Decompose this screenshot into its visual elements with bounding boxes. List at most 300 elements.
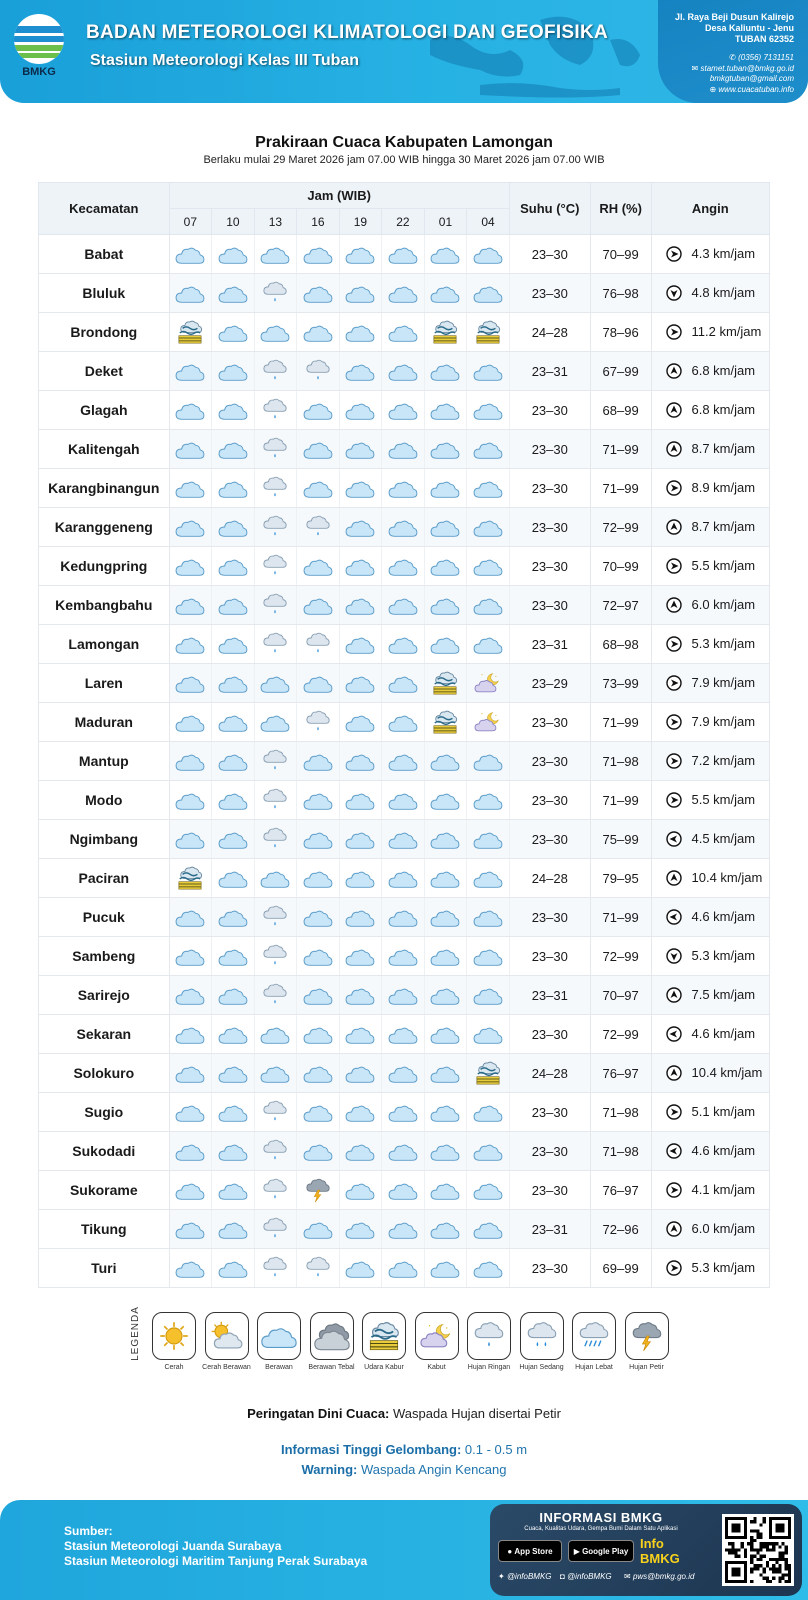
weather-cell	[382, 235, 425, 274]
berawan-icon	[175, 709, 205, 735]
berawan-icon	[303, 865, 333, 891]
weather-cell	[212, 1171, 255, 1210]
hujan-ringan-icon	[260, 943, 290, 969]
hujan-ringan-icon	[260, 1099, 290, 1125]
kabut-icon	[418, 1320, 456, 1352]
weather-cell	[467, 430, 510, 469]
wind-direction-icon	[666, 870, 682, 886]
wind-direction-icon	[666, 948, 682, 964]
legend-label: Cerah	[164, 1364, 184, 1371]
berawan-icon	[345, 436, 375, 462]
weather-cell	[424, 391, 467, 430]
wind-speed: 5.1 km/jam	[691, 1103, 756, 1119]
hour-header: 19	[339, 209, 382, 235]
weather-cell	[467, 274, 510, 313]
berawan-icon	[260, 1320, 298, 1352]
weather-cell	[467, 976, 510, 1015]
wind-direction-icon	[666, 753, 682, 769]
indonesia-map-graphic	[420, 0, 680, 103]
weather-cell	[297, 391, 340, 430]
table-row	[39, 391, 770, 430]
weather-cell	[297, 1054, 340, 1093]
wind-direction-icon	[666, 324, 682, 340]
wind-cell	[651, 547, 770, 586]
weather-cell	[297, 625, 340, 664]
berawan-icon	[345, 514, 375, 540]
hujan-ringan-icon	[260, 982, 290, 1008]
weather-cell	[254, 937, 297, 976]
wind-direction-icon	[666, 675, 682, 691]
berawan-icon	[388, 631, 418, 657]
weather-cell	[297, 352, 340, 391]
weather-cell	[169, 898, 212, 937]
berawan-icon	[345, 592, 375, 618]
header-kecamatan: Kecamatan	[39, 183, 170, 235]
berawan-icon	[345, 904, 375, 930]
berawan-icon	[218, 358, 248, 384]
weather-cell	[339, 430, 382, 469]
app-store-badge[interactable]: ● App Store	[498, 1540, 562, 1562]
hujan-ringan-icon	[260, 280, 290, 306]
weather-cell	[339, 352, 382, 391]
humidity-cell: 70–99	[590, 547, 651, 586]
sources-label: Sumber:	[64, 1524, 113, 1538]
berawan-icon	[218, 1060, 248, 1086]
weather-cell	[382, 820, 425, 859]
legend-label: Udara Kabur	[364, 1364, 404, 1371]
berawan-icon	[303, 670, 333, 696]
berawan-icon	[388, 241, 418, 267]
berawan-icon	[345, 1216, 375, 1242]
hujan-ringan-icon	[260, 475, 290, 501]
berawan-icon	[345, 865, 375, 891]
hujan-ringan-icon	[260, 592, 290, 618]
wind-direction-icon	[666, 1104, 682, 1120]
berawan-icon	[175, 631, 205, 657]
berawan-icon	[345, 748, 375, 774]
weather-cell	[212, 976, 255, 1015]
legend-item	[621, 1312, 673, 1371]
info-bmkg-promo	[490, 1504, 802, 1596]
berawan-icon	[175, 397, 205, 423]
kabut-icon	[473, 709, 503, 735]
weather-cell	[169, 313, 212, 352]
cerah-berawan-icon	[208, 1320, 246, 1352]
berawan-icon	[345, 1138, 375, 1164]
weather-cell	[254, 859, 297, 898]
berawan-icon	[303, 436, 333, 462]
weather-cell	[169, 508, 212, 547]
berawan-icon	[345, 709, 375, 735]
temperature-cell: 23–30	[509, 547, 590, 586]
weather-cell	[339, 976, 382, 1015]
berawan-icon	[388, 475, 418, 501]
berawan-icon	[473, 943, 503, 969]
temperature-cell: 23–30	[509, 898, 590, 937]
berawan-icon	[430, 943, 460, 969]
wind-cell	[651, 1210, 770, 1249]
temperature-cell: 23–30	[509, 937, 590, 976]
berawan-icon	[175, 1060, 205, 1086]
weather-cell	[297, 1132, 340, 1171]
weather-cell	[297, 937, 340, 976]
berawan-icon	[388, 397, 418, 423]
hujan-ringan-icon	[303, 514, 333, 540]
humidity-cell: 72–99	[590, 1015, 651, 1054]
berawan-icon	[388, 787, 418, 813]
weather-cell	[297, 703, 340, 742]
weather-cell	[297, 1210, 340, 1249]
weather-cell	[339, 586, 382, 625]
temperature-cell: 24–28	[509, 1054, 590, 1093]
hujan-ringan-icon	[303, 709, 333, 735]
weather-cell	[169, 625, 212, 664]
table-row	[39, 742, 770, 781]
berawan-icon	[388, 1060, 418, 1086]
weather-cell	[169, 1171, 212, 1210]
email-text[interactable]: stamet.tuban@bmkg.go.id	[700, 63, 794, 73]
temperature-cell: 23–30	[509, 1249, 590, 1288]
berawan-icon	[473, 1099, 503, 1125]
weather-cell	[467, 1015, 510, 1054]
temperature-cell: 23–30	[509, 1132, 590, 1171]
website-link[interactable]: www.cuacatuban.info	[718, 84, 794, 94]
udara-kabur-icon	[430, 319, 460, 345]
table-row	[39, 430, 770, 469]
weather-cell	[254, 313, 297, 352]
wind-speed: 4.5 km/jam	[691, 830, 756, 846]
weather-cell	[169, 781, 212, 820]
legend-item	[358, 1312, 410, 1371]
berawan-icon	[260, 241, 290, 267]
station-address	[644, 12, 794, 45]
hujan-ringan-icon	[260, 514, 290, 540]
weather-cell	[424, 703, 467, 742]
hujan-ringan-icon	[260, 826, 290, 852]
berawan-icon	[473, 982, 503, 1008]
weather-cell	[254, 1210, 297, 1249]
weather-cell	[467, 508, 510, 547]
weather-cell	[339, 625, 382, 664]
berawan-icon	[430, 397, 460, 423]
berawan-icon	[175, 904, 205, 930]
weather-cell	[297, 1093, 340, 1132]
table-row	[39, 937, 770, 976]
weather-cell	[297, 976, 340, 1015]
weather-cell	[169, 391, 212, 430]
berawan-icon	[430, 514, 460, 540]
wind-direction-icon	[666, 714, 682, 730]
berawan-icon	[260, 865, 290, 891]
berawan-icon	[175, 1177, 205, 1203]
weather-cell	[382, 664, 425, 703]
berawan-icon	[430, 358, 460, 384]
berawan-icon	[303, 748, 333, 774]
temperature-cell: 23–30	[509, 1015, 590, 1054]
hujan-ringan-icon	[260, 787, 290, 813]
berawan-icon	[473, 787, 503, 813]
weather-cell	[382, 781, 425, 820]
hujan-ringan-icon	[260, 553, 290, 579]
weather-cell	[254, 274, 297, 313]
berawan-icon	[175, 1099, 205, 1125]
berawan-icon	[345, 943, 375, 969]
berawan-icon	[218, 436, 248, 462]
weather-cell	[339, 1210, 382, 1249]
table-row	[39, 1132, 770, 1171]
weather-cell	[254, 430, 297, 469]
berawan-icon	[388, 748, 418, 774]
weather-cell	[212, 352, 255, 391]
berawan-icon	[388, 553, 418, 579]
berawan-icon	[218, 670, 248, 696]
legend	[128, 1300, 688, 1380]
berawan-icon	[473, 514, 503, 540]
cerah-icon	[155, 1320, 193, 1352]
berawan-icon	[260, 670, 290, 696]
hujan-ringan-icon	[260, 631, 290, 657]
berawan-icon	[473, 241, 503, 267]
udara-kabur-icon	[430, 670, 460, 696]
weather-cell	[424, 508, 467, 547]
weather-cell	[169, 235, 212, 274]
temperature-cell: 23–29	[509, 664, 590, 703]
wind-speed: 7.5 km/jam	[691, 986, 756, 1002]
humidity-cell: 79–95	[590, 859, 651, 898]
wind-direction-icon	[666, 636, 682, 652]
hour-header: 07	[169, 209, 212, 235]
wind-speed: 4.6 km/jam	[691, 908, 756, 924]
berawan-icon	[345, 1099, 375, 1125]
weather-cell	[297, 781, 340, 820]
humidity-cell: 75–99	[590, 820, 651, 859]
weather-cell	[297, 586, 340, 625]
wind-warning-label: Warning:	[301, 1462, 358, 1477]
berawan-icon	[175, 358, 205, 384]
weather-cell	[254, 547, 297, 586]
wind-direction-icon	[666, 558, 682, 574]
instagram-handle[interactable]: ◘ @infoBMKG	[560, 1572, 612, 1581]
berawan-icon	[430, 748, 460, 774]
temperature-cell: 23–30	[509, 430, 590, 469]
berawan-icon	[345, 1255, 375, 1281]
berawan-icon	[218, 1177, 248, 1203]
table-row	[39, 1054, 770, 1093]
humidity-cell: 71–99	[590, 781, 651, 820]
weather-cell	[254, 1093, 297, 1132]
weather-cell	[424, 1210, 467, 1249]
berawan-icon	[430, 280, 460, 306]
berawan-icon	[175, 592, 205, 618]
berawan-icon	[175, 553, 205, 579]
hour-header: 16	[297, 209, 340, 235]
weather-cell	[382, 703, 425, 742]
wind-cell	[651, 703, 770, 742]
berawan-icon	[388, 904, 418, 930]
udara-kabur-icon	[175, 319, 205, 345]
station-contacts	[644, 53, 794, 95]
kecamatan-name: Maduran	[39, 703, 170, 742]
temperature-cell: 23–30	[509, 469, 590, 508]
wind-cell	[651, 1132, 770, 1171]
email-text[interactable]: bmkgtuban@gmail.com	[709, 74, 794, 83]
hour-header: 04	[467, 209, 510, 235]
weather-cell	[297, 898, 340, 937]
legend-item	[201, 1312, 253, 1371]
berawan-icon	[430, 865, 460, 891]
hour-header: 01	[424, 209, 467, 235]
weather-cell	[212, 1093, 255, 1132]
hujan-lebat-icon	[575, 1320, 613, 1352]
weather-cell	[339, 1093, 382, 1132]
weather-cell	[467, 898, 510, 937]
berawan-icon	[345, 319, 375, 345]
berawan-icon	[218, 592, 248, 618]
weather-cell	[467, 1093, 510, 1132]
berawan-icon	[175, 241, 205, 267]
legend-label: Kabut	[427, 1364, 446, 1371]
legend-item	[516, 1312, 568, 1371]
table-row	[39, 703, 770, 742]
wind-cell	[651, 391, 770, 430]
phone-icon: ✆	[729, 53, 739, 62]
kecamatan-name: Kedungpring	[39, 547, 170, 586]
pws-email[interactable]: ✉ pws@bmkg.go.id	[624, 1572, 695, 1581]
berawan-icon	[303, 280, 333, 306]
wind-direction-icon	[666, 987, 682, 1003]
berawan-icon	[260, 709, 290, 735]
berawan-icon	[388, 1099, 418, 1125]
wind-speed: 4.8 km/jam	[691, 284, 756, 300]
weather-cell	[467, 469, 510, 508]
weather-cell	[212, 859, 255, 898]
info-title: INFORMASI BMKG	[539, 1510, 663, 1525]
berawan-icon	[303, 826, 333, 852]
hujan-ringan-icon	[260, 904, 290, 930]
weather-cell	[254, 586, 297, 625]
table-row	[39, 547, 770, 586]
weather-cell	[467, 352, 510, 391]
kecamatan-name: Mantup	[39, 742, 170, 781]
weather-cell	[297, 859, 340, 898]
wave-info-label: Informasi Tinggi Gelombang:	[280, 1442, 462, 1457]
weather-cell	[254, 820, 297, 859]
humidity-cell: 78–96	[590, 313, 651, 352]
wind-direction-icon	[666, 1182, 682, 1198]
wind-speed: 5.3 km/jam	[691, 1259, 756, 1275]
wind-speed: 10.4 km/jam	[691, 869, 763, 885]
wind-speed: 5.3 km/jam	[691, 635, 756, 651]
temperature-cell: 23–31	[509, 1210, 590, 1249]
weather-cell	[424, 742, 467, 781]
wind-cell	[651, 1249, 770, 1288]
weather-cell	[212, 820, 255, 859]
kabut-icon	[473, 670, 503, 696]
humidity-cell: 71–99	[590, 469, 651, 508]
berawan-icon	[430, 631, 460, 657]
udara-kabur-icon	[430, 709, 460, 735]
weather-cell	[254, 664, 297, 703]
wind-cell	[651, 352, 770, 391]
kecamatan-name: Ngimbang	[39, 820, 170, 859]
weather-cell	[212, 235, 255, 274]
weather-cell	[254, 1171, 297, 1210]
weather-cell	[254, 976, 297, 1015]
berawan-icon	[430, 1177, 460, 1203]
weather-cell	[382, 1093, 425, 1132]
wind-direction-icon	[666, 597, 682, 613]
google-play-badge[interactable]: ▶ Google Play	[568, 1540, 634, 1562]
weather-cell	[212, 1132, 255, 1171]
wind-speed: 4.6 km/jam	[691, 1025, 756, 1041]
humidity-cell: 76–97	[590, 1171, 651, 1210]
temperature-cell: 23–30	[509, 235, 590, 274]
wind-cell	[651, 898, 770, 937]
wind-cell	[651, 820, 770, 859]
wind-speed: 4.3 km/jam	[691, 245, 756, 261]
apple-icon: ●	[507, 1546, 515, 1556]
kecamatan-name: Pucuk	[39, 898, 170, 937]
berawan-icon	[430, 904, 460, 930]
humidity-cell: 76–97	[590, 1054, 651, 1093]
weather-cell	[339, 508, 382, 547]
weather-cell	[467, 1054, 510, 1093]
legend-item	[148, 1312, 200, 1371]
hujan-ringan-icon	[260, 1177, 290, 1203]
berawan-icon	[473, 826, 503, 852]
temperature-cell: 23–30	[509, 703, 590, 742]
wave-info	[0, 1442, 808, 1457]
berawan-icon	[345, 1177, 375, 1203]
wave-info-value: 0.1 - 0.5 m	[464, 1442, 528, 1457]
weather-cell	[169, 976, 212, 1015]
weather-cell	[169, 1132, 212, 1171]
berawan-icon	[303, 1216, 333, 1242]
wind-direction-icon	[666, 831, 682, 847]
berawan-icon	[303, 982, 333, 1008]
weather-cell	[424, 976, 467, 1015]
berawan-icon	[218, 475, 248, 501]
kecamatan-name: Sarirejo	[39, 976, 170, 1015]
temperature-cell: 23–30	[509, 274, 590, 313]
header-banner	[0, 0, 808, 103]
hujan-ringan-icon	[303, 358, 333, 384]
weather-cell	[382, 625, 425, 664]
kecamatan-name: Tikung	[39, 1210, 170, 1249]
logo-text: BMKG	[22, 66, 56, 78]
twitter-handle[interactable]: ✦ @infoBMKG	[498, 1572, 552, 1581]
weather-cell	[339, 703, 382, 742]
hujan-petir-icon	[628, 1320, 666, 1352]
weather-cell	[382, 508, 425, 547]
hujan-ringan-icon	[260, 397, 290, 423]
weather-cell	[382, 391, 425, 430]
table-row	[39, 274, 770, 313]
temperature-cell: 23–30	[509, 781, 590, 820]
table-row	[39, 898, 770, 937]
udara-kabur-icon	[473, 1060, 503, 1086]
weather-cell	[339, 1015, 382, 1054]
weather-cell	[212, 781, 255, 820]
kecamatan-name: Glagah	[39, 391, 170, 430]
weather-cell	[424, 235, 467, 274]
wind-speed: 11.2 km/jam	[691, 323, 762, 339]
legend-item	[463, 1312, 515, 1371]
table-row	[39, 469, 770, 508]
berawan-icon	[388, 358, 418, 384]
berawan-icon	[473, 631, 503, 657]
kecamatan-name: Sukodadi	[39, 1132, 170, 1171]
